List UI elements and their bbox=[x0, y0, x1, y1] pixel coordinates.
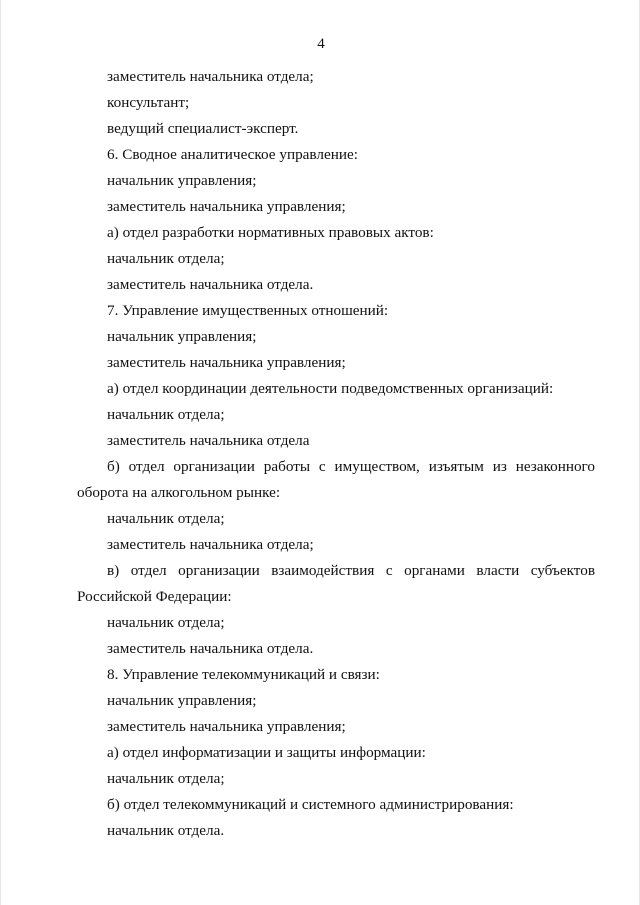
text-line: заместитель начальника управления; bbox=[107, 718, 346, 735]
subsection-heading: б) отдел организации работы с имуществом, изъятым из незаконного bbox=[107, 458, 595, 475]
text-line: начальник отдела; bbox=[107, 510, 225, 527]
subsection-heading: а) отдел информатизации и защиты информации: bbox=[107, 744, 426, 761]
section-heading-6: 6. Сводное аналитическое управление: bbox=[107, 146, 358, 163]
text-line: начальник отдела; bbox=[107, 614, 225, 631]
text-line: заместитель начальника отдела. bbox=[107, 276, 314, 293]
text-line: начальник управления; bbox=[107, 328, 257, 345]
text-line: заместитель начальника отдела bbox=[107, 432, 310, 449]
text-line: начальник отдела. bbox=[107, 822, 225, 839]
text-line: начальник отдела; bbox=[107, 250, 225, 267]
text-line: начальник управления; bbox=[107, 172, 257, 189]
text-line: заместитель начальника отдела; bbox=[107, 536, 314, 553]
section-heading-8: 8. Управление телекоммуникаций и связи: bbox=[107, 666, 380, 683]
section-heading-7: 7. Управление имущественных отношений: bbox=[107, 302, 389, 319]
text-line: начальник отдела; bbox=[107, 770, 225, 787]
text-line: консультант; bbox=[107, 94, 190, 111]
text-line: заместитель начальника управления; bbox=[107, 354, 346, 371]
subsection-heading: б) отдел телекоммуникаций и системного администрирования: bbox=[107, 796, 514, 813]
subsection-heading-continuation: оборота на алкогольном рынке: bbox=[77, 484, 281, 501]
document-body bbox=[77, 64, 595, 844]
text-line: ведущий специалист-эксперт. bbox=[107, 120, 299, 137]
subsection-heading: в) отдел организации взаимодействия с органами власти субъектов bbox=[107, 562, 595, 579]
text-line: заместитель начальника управления; bbox=[107, 198, 346, 215]
text-line: заместитель начальника отдела. bbox=[107, 640, 314, 657]
text-line: заместитель начальника отдела; bbox=[107, 68, 314, 85]
subsection-heading: а) отдел разработки нормативных правовых актов: bbox=[107, 224, 434, 241]
text-line: начальник управления; bbox=[107, 692, 257, 709]
text-line: начальник отдела; bbox=[107, 406, 225, 423]
page-number: 4 bbox=[317, 36, 325, 52]
subsection-heading: а) отдел координации деятельности подведомственных организаций: bbox=[107, 380, 554, 397]
subsection-heading-continuation: Российской Федерации: bbox=[77, 588, 232, 605]
